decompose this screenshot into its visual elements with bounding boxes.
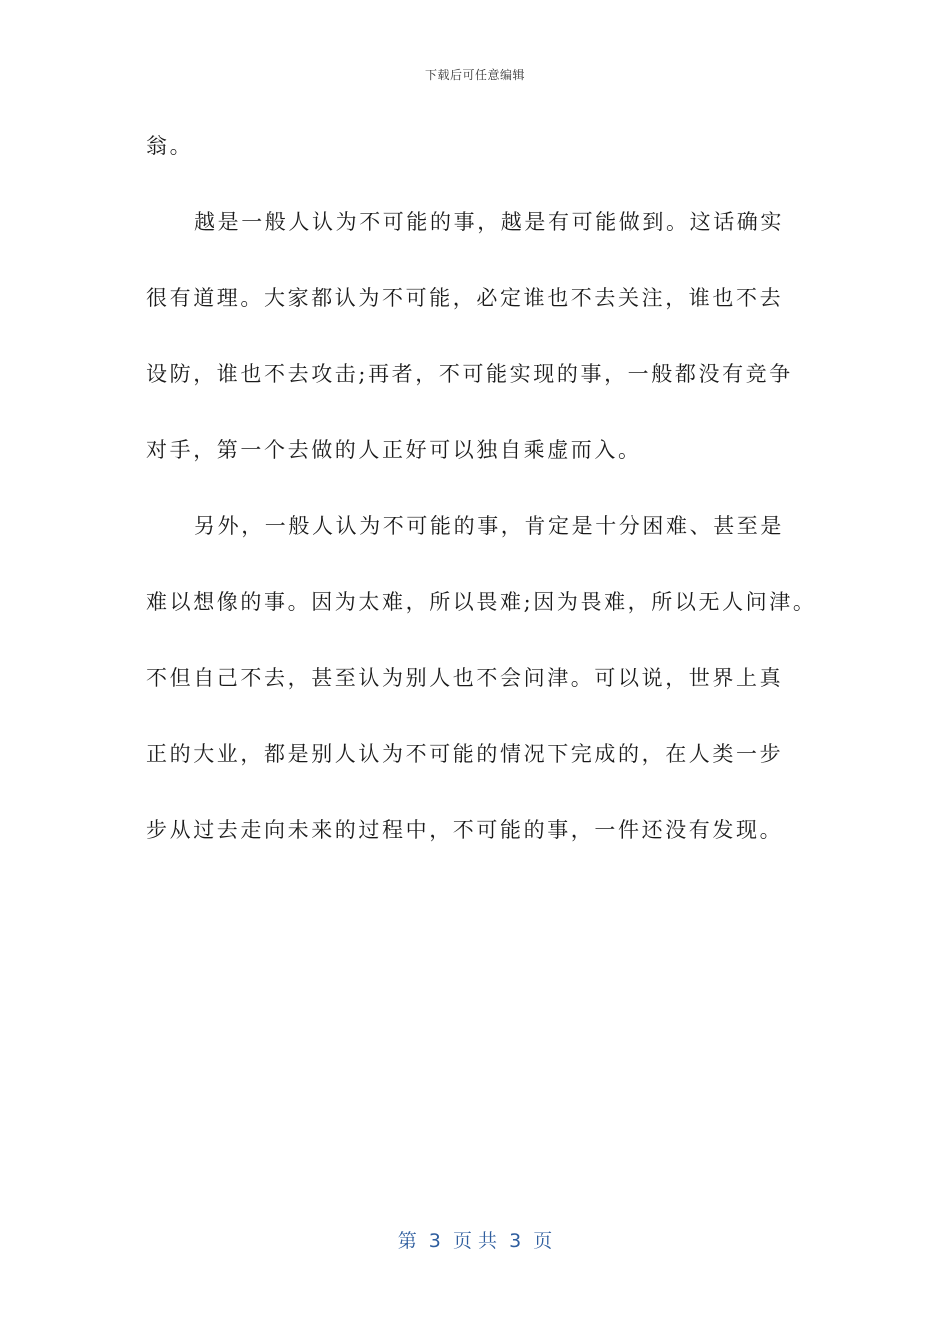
text-line: 难以想像的事。因为太难，所以畏难;因为畏难，所以无人问津。 — [146, 590, 817, 614]
document-body — [146, 120, 836, 880]
text-line: 翁。 — [146, 134, 194, 158]
page-number-footer: 第 3 页 共 3 页 — [397, 1230, 553, 1252]
page-header: 下载后可任意编辑 — [424, 68, 525, 82]
paragraph-first-line: 越是一般人认为不可能的事，越是有可能做到。这话确实 — [194, 210, 784, 234]
text-line: 不但自己不去，甚至认为别人也不会问津。可以说，世界上真 — [146, 666, 784, 690]
text-line: 很有道理。大家都认为不可能，必定谁也不去关注，谁也不去 — [146, 286, 784, 310]
text-line: 正的大业，都是别人认为不可能的情况下完成的，在人类一步 — [146, 742, 784, 766]
paragraph-first-line: 另外，一般人认为不可能的事，肯定是十分困难、甚至是 — [194, 514, 784, 538]
text-line: 步从过去走向未来的过程中，不可能的事，一件还没有发现。 — [146, 818, 784, 842]
text-line: 对手，第一个去做的人正好可以独自乘虚而入。 — [146, 438, 642, 462]
text-line: 设防，谁也不去攻击;再者，不可能实现的事，一般都没有竞争 — [146, 362, 793, 386]
